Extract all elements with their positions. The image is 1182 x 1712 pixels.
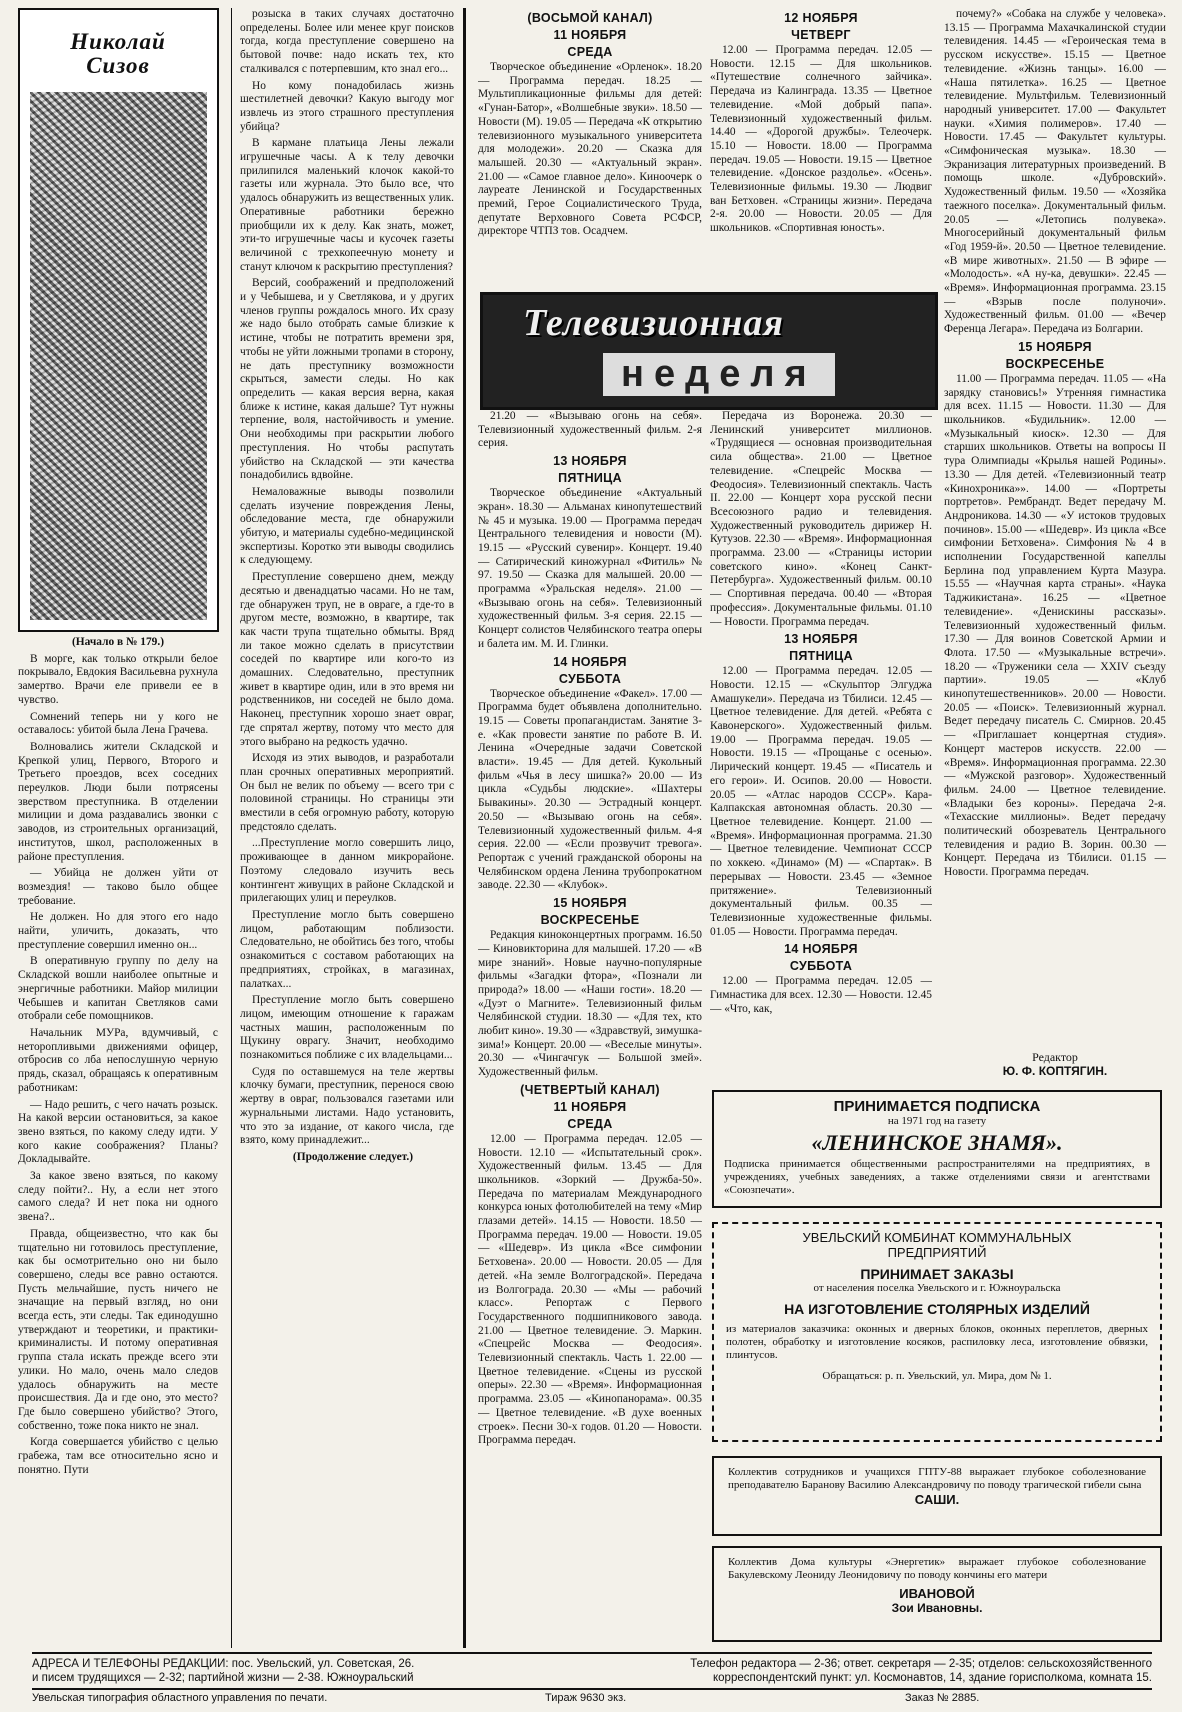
kombinat-ad xyxy=(712,1222,1162,1442)
article-paragraph: Версий, соображений и предположений и у Чебышева, и у Светлякова, и у других членов группы рождалось много. Их сразу же надо было отобрать самые близкие к истине, чтобы не потратить времени зря, чтобы не уйти ложными тропами в сторону, не дать преступнику возможности скрыться, замести следы. Но как определить — какая версия верна, какая ближе к истине, какая дальше? Тут нужны терпение, воля, настойчивость и умение. Они необходимы при раскрытии любого преступления. Но чтобы распутать убийство на Складской — эти качества понадобились вдвойне. xyxy=(240,277,454,482)
article-paragraph: Сомнений теперь ни у кого не оставалось: убитой была Лена Грачева. xyxy=(18,710,218,737)
article-paragraph: Но кому понадобилась жизнь шестилетней девочки? Какую выгоду мог извлечь из этого страшного преступления убийца? xyxy=(240,79,454,133)
tv-day-heading: ПЯТНИЦА xyxy=(558,471,622,486)
tv-day-heading: 11 НОЯБРЯ xyxy=(553,28,627,42)
footer-printer: Увельская типография областного управления по печати. xyxy=(32,1692,328,1704)
tv-day-heading: 13 НОЯБРЯ xyxy=(553,454,627,469)
article-paragraph: Волновались жители Складской и Крепкой улиц, Первого, Второго и Третьего проездов, всех соседних переулков. Люди были потрясены зверством преступника. В отделении милиции и дома раздавались звонки с заводов, из строительных организаций, институтов, школ, расположенных в районе преступления. xyxy=(18,740,218,863)
condolence-2 xyxy=(712,1546,1162,1642)
article-paragraph: Немаловажные выводы позволили сделать изучение повреждения Лены, обследование места, где обнаружили убитую, и материалы судебно-медицинской экспертизы. Коротко эти выводы сводились к следующему. xyxy=(240,485,454,567)
tv-program-listing: 12.00 — Программа передач. 12.05 — Новости. 12.10 — «Испытательный срок». Художественный фильм. 13.45 — Для школьников. «Зоркий — Дружба-50». Передача по материалам Международного конкурса юных фотолюбителей на тему «Мир глазами детей». 14.15 — Новости. 18.50 — Программа передач. 19.00 — Новости. 19.05 — «Шедевр». Из цикла «Все симфонии Бетховена». 20.00 — Новости. 20.05 — Для детей. «На земле Волгоградской». Передача из Волгограда. 20.30 — «Мы — рабочий класс». Репортаж с Первого Государственного подшипникового завода. 21.00 — Цветное телевидение. Э. Маркин. «Спецрейс Москва — Феодосия». Телевизионный спектакль. Часть 1. 22.00 — Цветное телевидение. «Сцены из русской оперы». 22.30 — «Время». Информационная программа. 23.05 — «Кинопанорама». 00.35 — Цветное телевидение. «В духе военных строек». Песни 30-х годов. 01.20 — Новости. Программа передач. xyxy=(478,1132,702,1447)
tv-program-listing: Редакция киноконцертных программ. 16.50 — Киновикторина для малышей. 17.20 — «В мире знаний». Новые научно-популярные фильмы «Загадки фтора», «Познали ли природа?» 18.00 — «Наши гости». 18.20 — «Дуэт о Магните». Телевизионный фильм Челябинской студии. 18.30 — «Для тех, кто любит кино». 19.30 — «Здравствуй, зимушка-зима!» Концерт. 20.00 — «Веселые минуты». 20.30 — «Чингачгук — Большой змей». Художественный фильм. xyxy=(478,929,702,1079)
tv-day-heading: ВОСКРЕСЕНЬЕ xyxy=(540,913,640,928)
subscription-title: ПРИНИМАЕТСЯ ПОДПИСКА xyxy=(833,1098,1041,1115)
article-paragraph: Судя по оставшемуся на теле жертвы клочку бумаги, преступник, перенося свою жертву в овраг, пользовался газетами или журнальными листами. Надо установить, что это за издание, от какого числа, где взято, кому принадлежит... xyxy=(240,1065,454,1147)
footer-circulation: Тираж 9630 экз. xyxy=(545,1692,627,1704)
article-paragraph: Не должен. Но для этого его надо найти, уличить, доказать, что преступление совершил именно он... xyxy=(18,911,218,951)
author-name: Николай Сизов xyxy=(70,29,166,78)
column-rule-heavy xyxy=(463,8,466,1648)
continued-from: (Начало в № 179.) xyxy=(71,636,165,648)
tv-day-heading: 14 НОЯБРЯ xyxy=(784,942,858,957)
tv-program-listing: 12.00 — Программа передач. 12.05 — Новости. 12.15 — «Скульптор Элгуджа Амашукели». Передача из Тбилиси. 12.45 — Цветное телевидение. Для детей. «Ребята с Кавонерского». Художественный фильм. 19.00 — Программа передач. 19.05 — Новости. 19.15 — «Прощанье с осенью». Лирический концерт. 19.45 — «Писатель и его герои». И. Осипов. 20.00 — Новости. 20.05 — «Атлас народов СССР». Кара-Калпакская автономная область. 20.30 — Цветное телевидение. Концерт. 21.00 — «Время». Информационная программа. 21.30 — Цветное телевидение. Чемпионат СССР по хоккею. «Динамо» (М) — «Спартак». В перерывах — Новости. 23.45 — «Земное притяжение». Телевизионный документальный фильм. 00.35 — Телевизионные художественные фильмы. 01.05 — Новости. Программа передач. xyxy=(710,665,932,938)
tv-logo-line1: Телевизионная xyxy=(523,302,784,344)
tv-day-heading: (ВОСЬМОЙ КАНАЛ) xyxy=(527,11,653,25)
condolence-2-name2: Зои Ивановны. xyxy=(891,1601,983,1615)
article-paragraph: В морге, как только открыли белое покрывало, Евдокия Васильевна рухнула замертво. Врачи еле привели ее в чувство. xyxy=(18,652,218,706)
subscription-text: Подписка принимается общественными распространителями на предприятиях, в учреждениях, учебных заведениях, а также отделениями связи и агентствами «Союзпечати». xyxy=(724,1158,1150,1196)
author-photo xyxy=(30,92,207,620)
footer-right-1: Телефон редактора — 2-36; ответ. секретаря — 2-35; отделов: сельскохозяйственного xyxy=(690,1658,1152,1670)
kombinat-accepts: ПРИНИМАЕТ ЗАКАЗЫ xyxy=(860,1266,1014,1282)
condolence-2-name1: ИВАНОВОЙ xyxy=(899,1586,975,1601)
tv-day-heading: 13 НОЯБРЯ xyxy=(784,632,858,647)
article-paragraph: — Надо решить, с чего начать розыск. На какой версии остановиться, за какое звено взяться, по какому следу идти. У кого какие соображения? Планы? Докладывайте. xyxy=(18,1098,218,1166)
article-paragraph: Правда, общеизвестно, что как бы тщательно ни готовилось преступление, как бы осмотрительно оно ни было совершено, следы все равно остаются. Пусть мельчайшие, пусть ничего не значащие на первый взгляд, но они всегда есть, эти следы. Так единодушно утверждают и теоретики, и практики-криминалисты. И потому оперативная группа стала искать прежде всего эти улики. Но мало, очень мало следов удалось обнаружить на месте происшествия. Да и где оно, это место? Где было совершено убийство? Этого, собственно, тоже пока никто не знал. xyxy=(18,1227,218,1432)
footer-left-2: и писем трудящихся — 2-32; партийной жизни — 2-38. Южноуральский xyxy=(32,1672,414,1684)
tv-day-heading: 14 НОЯБРЯ xyxy=(553,654,627,669)
article-paragraph: Преступление могло быть совершено лицом, имеющим отношение к гаражам частных машин, расположенным по Щукину оврагу. Значит, необходимо познакомиться поближе с их владельцами... xyxy=(240,994,454,1062)
footer-order: Заказ № 2885. xyxy=(905,1692,980,1704)
tv-program-listing: Передача из Воронежа. 20.30 — Ленинский университет миллионов. «Трудящиеся — основная производительная сила общества». 21.00 — Цветное телевидение. «Спецрейс Москва — Феодосия». Телевизионный спектакль. Часть II. 22.00 — Концерт хора русской песни Всесоюзного радио и телевидения. Художественный руководитель дирижер Н. Кутузов. 22.30 — «Время». Информационная программа. 23.00 — «Страницы истории советского кино». «Конец Санкт-Петербурга». Художественный фильм. 00.10 — Спортивная передача. 00.40 — «Вторая профессия». Документальные фильмы. 01.10 — Новости. Программа передач. xyxy=(710,410,932,628)
tv-logo-line2: неделя xyxy=(603,353,835,396)
subscription-subtitle: на 1971 год на газету xyxy=(887,1115,987,1127)
tv-day-heading: 15 НОЯБРЯ xyxy=(553,896,627,911)
kombinat-from: от населения поселка Увельского и г. Южноуральска xyxy=(813,1282,1061,1294)
article-column-1 xyxy=(18,636,218,1646)
article-paragraph: розыска в таких случаях достаточно определены. Более или менее круг поисков тогда, когда преступление совершено на бытовой почве: надо искать тех, кто сталкивался с потерпевшим, кто знал его... xyxy=(240,8,454,75)
author-box xyxy=(18,8,219,632)
tv-program-listing: Творческое объединение «Актуальный экран». 18.30 — Альманах кинопутешествий № 45 и музыка. 19.00 — Программа передач Центрального телевидения и новости (М). 19.15 — «Русский сувенир». Концерт. 19.40 — Сатирический киножурнал «Фитиль» № 97. 19.50 — Сказка для малышей. 20.00 — программа «Уральская неделя». 21.00 — «Вызываю огонь на себя». Телевизионный художественный фильм. 3-я серия. 22.15 — Концерт солистов Челябинского театра оперы и балета им. М. И. Глинки. xyxy=(478,487,702,650)
tv-day-heading: СРЕДА xyxy=(567,45,613,59)
condolence-1-text: Коллектив сотрудников и учащихся ГПТУ-88 выражает глубокое соболезнование преподавателю Баранову Василию Александровичу по поводу трагической гибели сына xyxy=(728,1466,1146,1491)
subscription-ad xyxy=(712,1090,1162,1208)
article-paragraph: (Продолжение следует.) xyxy=(292,1150,414,1163)
article-paragraph: Исходя из этих выводов, и разработали план срочных оперативных мероприятий. Он был не велик по объему — всего три с половиной страницы. Но страницы эти вместили в себя огромную работу, которую предстояло сделать. xyxy=(240,752,454,833)
tv-day-heading: СУББОТА xyxy=(558,671,622,686)
tv-column-c xyxy=(944,8,1166,1048)
editor-block xyxy=(944,1050,1166,1078)
article-paragraph: ...Преступление могло совершить лицо, проживающее в данном микрорайоне. Поэтому следовало изучить весь контингент живущих в районе Складской и прилегающих улиц и переулков. xyxy=(240,837,454,905)
article-paragraph: Преступление совершено днем, между десятью и двенадцатью часами. Но не там, где обнаружен труп, не в овраге, а где-то в другом месте, возможно, в квартире, так как части трупа тщательно обмыты. Вряд ли такое можно сделать в присутствии соседей по квартире или кого-то из домашних. Следовательно, преступник живет в квартире один, или в это время ни родственников, ни соседей не было дома. Наконец, преступник хорошо знает овраг, где спрятал жертву, потому что место для этого выбрано на редкость удачно. xyxy=(240,571,454,748)
article-paragraph: Когда совершается убийство с целью грабежа, там все относительно ясно и понятно. Пути xyxy=(18,1436,218,1476)
editor-label: Редактор xyxy=(1032,1050,1078,1064)
tv-column-e xyxy=(710,410,932,1100)
tv-day-heading: СУББОТА xyxy=(789,959,853,974)
tv-program-listing: 11.00 — Программа передач. 11.05 — «На зарядку становись!» Утренняя гимнастика для всех. 11.15 — Новости. 11.30 — Для школьников. «Будильник». 12.00 — «Музыкальный киоск». 12.30 — Для старших школьников. Ответы на вопросы II тура Олимпиады «Крылья нашей Родины». 13.30 — Для детей. «Телевизионный театр «Кинохроника»». 14.00 — «Портреты портретов». Рембрандт. Ведет передачу М. Андроникова. 14.30 — «У истоков трудовых починов». 15.00 — «Шедевр». Из цикла «Все симфонии Бетховена». Симфония № 4 в исполнении Государственной капеллы Берлина под управлением Курта Мазура. 15.55 — «Научная карта страны». «Наука Таджикистана». 16.25 — «Цветное телевидение». «Денискины рассказы». Телевизионный художественный фильм. 17.30 — Для воинов Советской Армии и Флота. 17.50 — «Музыкальные встречи». 18.20 — «Труженики села — XXIV съезду партии». 19.05 — «Клуб кинопутешественников». 20.00 — Новости. 20.05 — «Поиск». Телевизионный журнал. Ведет передачу писатель С. Смирнов. 20.45 — «Приглашает концертная студия». Концерт мастеров искусств. 22.00 — «Время». Информационная программа. 22.30 — «Мужской разговор». Художественный фильм. 24.00 — Цветное телевидение. «Владыки без короны». Передача 2-я. «Техасские миллионы». Ведет передачу политический обозреватель Центрального телевидения и радио В. Зорин. 00.30 — Концерт. Передача из Тбилиси. 01.15 — Новости. Программа передач. xyxy=(944,372,1166,879)
tv-day-heading: 11 НОЯБРЯ xyxy=(553,1099,627,1114)
article-paragraph: — Убийца не должен уйти от возмездия! — таково было общее требование. xyxy=(18,867,218,907)
article-paragraph: Начальник МУРа, вдумчивый, с неторопливыми движениями офицер, отбросив со лба непослушную черную прядь, сказал, обращаясь к оперативным работникам: xyxy=(18,1026,218,1094)
tv-day-heading: СРЕДА xyxy=(567,1116,613,1131)
tv-program-listing: 12.00 — Программа передач. 12.05 — Гимнастика для всех. 12.30 — Новости. 12.45 — «Что, как, xyxy=(710,975,932,1015)
tv-day-heading: ВОСКРЕСЕНЬЕ xyxy=(1005,356,1105,371)
tv-day-heading: 12 НОЯБРЯ xyxy=(784,11,858,25)
tv-column-b xyxy=(710,8,932,288)
condolence-1-name: САШИ. xyxy=(914,1492,960,1507)
tv-program-listing: почему?» «Собака на службе у человека». 13.15 — Программа Махачкалинской студии телевидения. 14.45 — «Героическая тема в русском искусстве». 15.15 — Цветное телевидение. «Жизнь танцы». 16.00 — «Наша пятилетка». 16.25 — Цветное телевидение. Мультфильм. Телевизионный народный университет. 17.00 — Факультет науки. «Химия полимеров». 17.40 — Новости. 17.45 — Факультет культуры. «Симфоническая музыка». 18.30 — Экранизация литературных произведений. В помощь школе. «Дубровский». Художественный фильм. 19.50 — «Хозяйка таежного поселка». Документальный фильм. 20.05 — «Летопись полувека». Многосерийный документальный фильм «Год 1959-й». 20.50 — Цветное телевидение. «В мире животных». 21.50 — В эфире — «Молодость». «А ну-ка, девушки». 22.45 — «Время». Информационная программа. 23.15 — «Взрыв после полуночи». Художественный фильм. 01.00 — «Вечер Ференца Легара». Передача из Болгарии. xyxy=(944,8,1166,336)
tv-program-listing: 12.00 — Программа передач. 12.05 — Новости. 12.15 — Для школьников. «Путешествие солнечного зайчика». Передача из Калинграда. 13.35 — Цветное телевидение. «Мой добрый папа». Телевизионный художественный фильм. 14.40 — «Дорогой дружбы». Телеочерк. 15.10 — Новости. 18.00 — Программа передач. 19.05 — Новости. 19.15 — Цветное телевидение. «Донское раздолье». «Осень». Телевизионные фильмы. 19.30 — Людвиг ван Бетховен. «Страницы жизни». Передача 2-я. 20.00 — Новости. 20.05 — Для школьников. «Спортивная юность». xyxy=(710,44,932,235)
footer-addresses xyxy=(32,1652,1152,1690)
kombinat-address: Обращаться: р. п. Увельский, ул. Мира, дом № 1. xyxy=(822,1370,1052,1382)
tv-program-listing: Творческое объединение «Орленок». 18.20 — Программа передач. 18.25 — Мультипликационные фильмы для детей: «Гунан-Батор», «Волшебные звуки». 18.50 — Новости (М). 19.05 — Передача «К открытию телевизионного музыкального университета для молодежи». 20.20 — Сказка для малышей. 20.30 — «Актуальный экран». 21.00 — «Самое главное дело». Киноочерк о лауреате Ленинской и Государственных премий, Герое Социалистического Труда, депутате Верховного Совета РСФСР, директоре ЧТПЗ тов. Осадчем. xyxy=(478,61,702,238)
kombinat-title-1: УВЕЛЬСКИЙ КОМБИНАТ КОММУНАЛЬНЫХ xyxy=(802,1230,1072,1245)
subscription-paper: «ЛЕНИНСКОЕ ЗНАМЯ». xyxy=(811,1130,1063,1155)
tv-day-heading: ПЯТНИЦА xyxy=(789,649,853,664)
tv-day-heading: (ЧЕТВЕРТЫЙ КАНАЛ) xyxy=(520,1082,660,1097)
tv-column-a xyxy=(478,8,702,288)
article-paragraph: Преступление могло быть совершено лицом, работающим поблизости. Следовательно, не обойтись без того, чтобы ознакомиться с составом работающих на предприятиях, стройках, в магазинах, палатках... xyxy=(240,909,454,990)
article-column-2 xyxy=(240,8,454,1648)
tv-column-d xyxy=(478,410,702,1648)
tv-day-heading: 15 НОЯБРЯ xyxy=(1018,339,1092,354)
kombinat-details: из материалов заказчика: оконных и дверных блоков, оконных переплетов, дверных полотен, обработку и изготовление косяков, распиловку леса, изготовление обвязки, плинтусов. xyxy=(726,1323,1148,1361)
tv-week-logo xyxy=(480,292,938,410)
kombinat-title-2: ПРЕДПРИЯТИЙ xyxy=(887,1245,987,1260)
article-paragraph: В оперативную группу по делу на Складской вошли наиболее опытные и энергичные работники. Майор милиции Чебышев и капитан Светляков сами отобрали себе помощников. xyxy=(18,955,218,1023)
column-rule xyxy=(231,8,232,1648)
footer-left-1: АДРЕСА И ТЕЛЕФОНЫ РЕДАКЦИИ: пос. Увельский, ул. Советская, 26. xyxy=(32,1658,415,1670)
tv-program-listing: Творческое объединение «Факел». 17.00 — Программа будет объявлена дополнительно. 19.15 — Советы пропагандистам. Занятие 3-е. «Как провести занятие по работе В. И. Ленина «Очередные задачи Советской власти». 19.45 — Для детей. Кукольный фильм «Чья в лесу шишка?» 20.00 — Из цикла «Судьбы людские». «Шахтеры Бывакины». 20.30 — Эстрадный концерт. 20.50 — «Вызываю огонь на себя». Телевизионный художественный фильм. 4-я серия. 22.00 — «Если прозвучит тревога». Репортаж с учений гражданской обороны на Челябинском ордена Ленина трубопрокатном заводе. 22.30 — «Клубок». xyxy=(478,687,702,892)
kombinat-what: НА ИЗГОТОВЛЕНИЕ СТОЛЯРНЫХ ИЗДЕЛИЙ xyxy=(784,1301,1090,1317)
condolence-2-text: Коллектив Дома культуры «Энергетик» выражает глубокое соболезнование Бакулевскому Леониду Леонидовичу по поводу кончины его матери xyxy=(728,1556,1146,1581)
editor-name: Ю. Ф. КОПТЯГИН. xyxy=(1002,1064,1108,1078)
condolence-1 xyxy=(712,1456,1162,1536)
article-paragraph: За какое звено взяться, по какому следу пойти?.. Ну, а если нет этого самого следа? И нет пока ни одного звена?.. xyxy=(18,1170,218,1224)
footer-right-2: корреспондентский пункт: ул. Космонавтов, 14, здание горисполкома, комната 15. xyxy=(713,1672,1152,1684)
tv-program-listing: 21.20 — «Вызываю огонь на себя». Телевизионный художественный фильм. 2-я серия. xyxy=(478,410,702,450)
article-paragraph: В кармане платьица Лены лежали игрушечные часы. А к телу девочки прилипился маленький клочок какой-то газеты или журнала. Это было все, что удалось обнаружить из вещественных улик. Оперативные работники бережно приобщили их к делу. Как знать, может, эти-то игрушечные часы и кусочек газеты величиной с трехкопеечную монету и станут ключом к раскрытию преступления? xyxy=(240,137,454,273)
tv-day-heading: ЧЕТВЕРГ xyxy=(791,28,851,42)
